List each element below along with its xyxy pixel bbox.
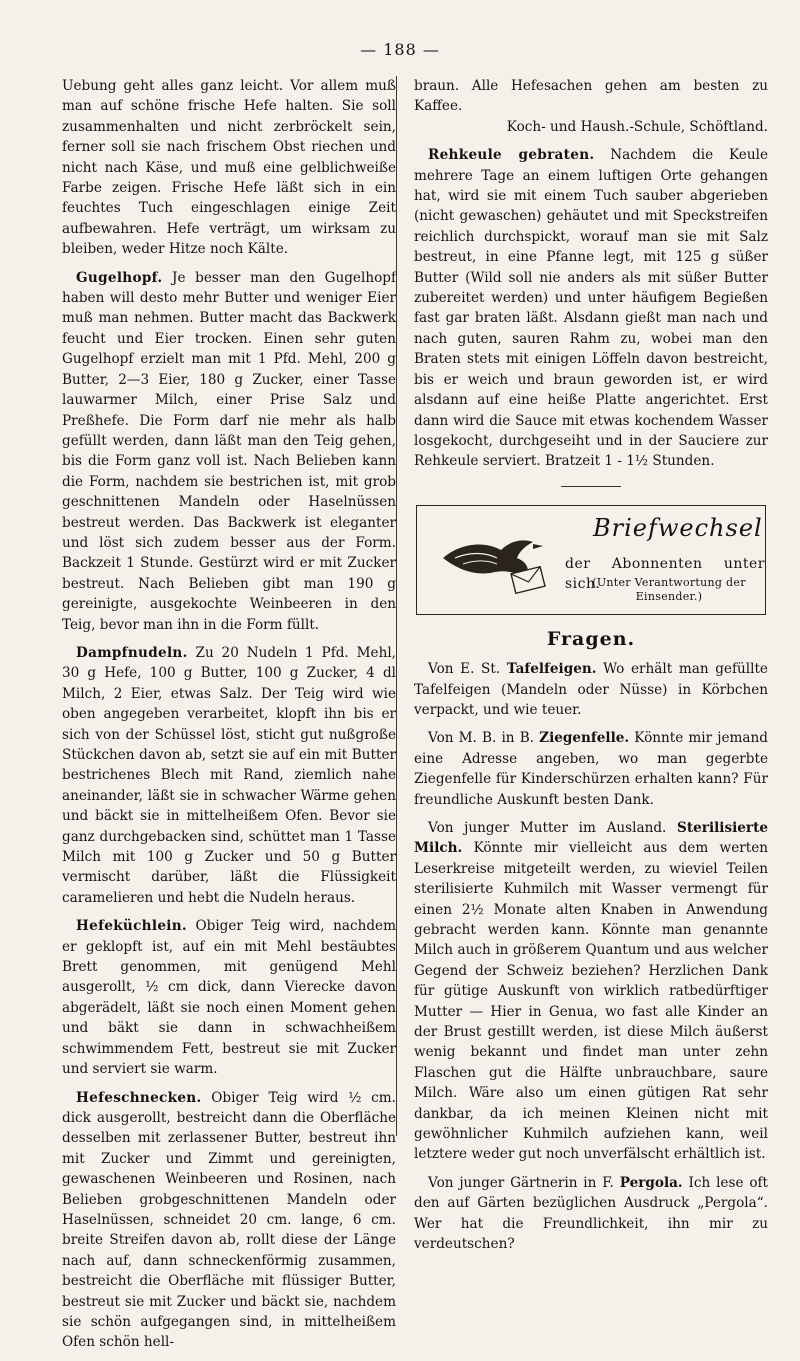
signature: Koch- und Haush.-Schule, Schöftland. — [506, 118, 768, 135]
question-from: Von E. St. — [428, 661, 501, 678]
question-topic: Sterilisierte Milch. — [414, 819, 769, 857]
hefekuechlein-recipe — [62, 916, 396, 1079]
question-item — [414, 659, 768, 720]
hefeschnecken-recipe — [62, 1088, 396, 1353]
banner-subtitle: der Abonnenten unter sich. — [565, 555, 765, 593]
question-text: Ich lese oft den auf Gärten bezüglichen Ausdruck „Pergola“. Wer hat die Freundlichkeit, ihn mir zu verdeutschen? — [414, 1174, 769, 1253]
recipe-title-dampfnudeln: Dampfnudeln. — [76, 644, 188, 661]
rehkeule-recipe — [414, 145, 768, 472]
questions-heading: Fragen. — [546, 627, 636, 650]
recipe-title-hefekuechlein: Hefeküchlein. — [76, 918, 187, 935]
question-topic: Pergola. — [619, 1174, 683, 1191]
question-text: Könnte mir jemand eine Adresse angeben, wo man gegerbte Ziegenfelle für Kinderschürzen erhalten kann? Für freundliche Auskunft besten Dank. — [414, 730, 768, 808]
recipe-title-rehkeule: Rehkeule gebraten. — [428, 147, 595, 164]
recipe-text-hefeschnecken: Obiger Teig wird ½ cm. dick ausgerollt, bestreicht dann die Oberfläche desselben mit zerlassener Butter, bestreut ihn mit Zucker und Zimmt und gereinigten, gewaschenen Weinbeeren und Rosinen, nach Belieben grobgeschnittenen Mandeln oder Haselnüssen, schneidet 20 cm. lange, 6 cm. breite Streifen davon ab, rollt diese der Länge nach auf, dann schneckenförmig zusammen, bestreicht die Oberfläche mit flüssiger Butter, bestreut sie mit Zucker und bäckt sie, nachdem sie schön aufgegangen sind, in mittelheißem Ofen schön hell- — [62, 1089, 397, 1351]
question-topic: Ziegenfelle. — [539, 730, 630, 747]
intro-paragraph: Uebung geht alles ganz leicht. Vor allem muß man auf schöne frische Hefe halten. Sie soll zusammenhalten und nicht zerbröckelt sein, ferner soll sie nach frischem Obst riechen und nicht nach Käse, und muß eine gelblichweiße Farbe zeigen. Frische Hefe läßt sich in ein feuchtes Tuch eingeschlagen einige Zeit aufbewahren. Hefe verträgt, um wirksam zu bleiben, weder Hitze noch Kälte. — [62, 78, 396, 258]
column-divider — [396, 76, 397, 1136]
recipe-title-gugelhopf: Gugelhopf. — [76, 269, 163, 286]
briefwechsel-banner — [416, 505, 766, 615]
banner-title: Briefwechsel — [593, 513, 763, 542]
dampfnudeln-recipe — [62, 643, 396, 908]
question-from: Von junger Gärtnerin in F. — [428, 1174, 614, 1191]
bird-with-letter-icon — [435, 522, 555, 600]
recipe-title-hefeschnecken: Hefeschnecken. — [76, 1089, 202, 1106]
recipe-text-hefekuechlein: Obiger Teig wird, nachdem er geklopft ist, auf ein mit Mehl bestäubtes Brett genommen, mit genügend Mehl ausgerollt, ½ cm dick, dann Vierecke davon abgerädelt, läßt sie noch einen Moment gehen und bäkt sie dann in schwachheißem schwimmendem Fett, bestreut sie mit Zucker und serviert sie warm. — [62, 918, 396, 1078]
question-text: Wo erhält man gefüllte Tafelfeigen (Mandeln oder Nüsse) in Körbchen verpackt, und wie teuer. — [414, 661, 768, 718]
question-from: Von M. B. in B. — [428, 730, 535, 747]
question-from: Von junger Mutter im Ausland. — [428, 819, 667, 836]
recipe-text-dampfnudeln: Zu 20 Nudeln 1 Pfd. Mehl, 30 g Hefe, 100 g Butter, 100 g Zucker, 4 dl Milch, 2 Eier, etwas Salz. Der Teig wird wie oben angegeben verarbeitet, klopft ihn bis er sich von der Schüssel löst, sticht gut nußgroße Stückchen davon ab, setzt sie auf ein mit Butter bestrichenes Blech mit Rand, ziemlich nahe aneinander, läßt sie in schwacher Wärme gehen und bäckt sie in mittelheißem Ofen. Bevor sie ganz durchgebacken sind, schüttet man 1 Tasse Milch mit 100 g Zucker und 50 g Butter vermischt darüber, läßt die Flüssigkeit caramelieren und hebt die Nudeln heraus. — [62, 644, 396, 906]
recipe-text-rehkeule: Nachdem die Keule mehrere Tage an einem luftigen Orte gehangen hat, wird sie mit einem Tuch sauber abgerieben (nicht gewaschen) gehäutet und mit Speckstreifen reichlich durchspickt, worauf man sie mit Salz bestreut, in eine Pfanne legt, mit 125 g süßer Butter (Wild soll nie anders als mit süßer Butter zubereitet werden) und unter häufigem Begießen fast gar braten läßt. Alsdann gießt man nach und nach guten, sauren Rahm zu, wobei man den Braten stets mit einigen Löffeln davon bestreicht, bis er weich und braun geworden ist, er wird alsdann auf eine heiße Platte angerichtet. Erst dann wird die Sauce mit etwas kochendem Wasser losgekocht, durchgeseiht und in der Sauciere zur Rehkeule serviert. Bratzeit 1 - 1½ Stunden. — [414, 147, 768, 470]
continuation-text: braun. Alle Hefesachen gehen am besten zu Kaffee. — [414, 78, 768, 115]
left-column — [62, 76, 396, 1361]
question-item — [414, 728, 768, 810]
question-text: Könnte mir vielleicht aus dem werten Leserkreise mitgeteilt werden, zu wieviel Teilen sterilisierte Kuhmilch mit Wasser vermengt für einen 2½ Monate alten Knaben in Anwendung gebracht werden kann. Könnte man genannte Milch auch in größerem Quantum und aus welcher Gegend der Schweiz beziehen? Herzlichen Dank für gütige Auskunft von wirklich ratbedürftiger Mutter — Hier in Genua, wo fast alle Kinder an der Brust gestillt werden, ist diese Milch äußerst wenig bekannt und findet man unter zehn Flaschen gut die Hälfte unbrauchbare, saure Milch. Wäre also um einen gütigen Rat sehr dankbar, da ich meinen Kleinen nicht mit gewöhnlicher Kuhmilch aufziehen kann, weil letztere weder gut noch unverfälscht erhältlich ist. — [414, 840, 768, 1163]
gugelhopf-recipe — [62, 268, 396, 635]
page-number: — 188 — — [360, 40, 440, 59]
question-topic: Tafelfeigen. — [506, 661, 597, 678]
right-column — [414, 76, 768, 1263]
question-item — [414, 1173, 768, 1255]
banner-note: (Unter Verantwortung der Einsender.) — [592, 575, 746, 603]
recipe-text-gugelhopf: Je besser man den Gugelhopf haben will desto mehr Butter und weniger Eier muß man nehmen. Butter macht das Backwerk feucht und Eier trocken. Einen sehr guten Gugelhopf erzielt man mit 1 Pfd. Mehl, 200 g Butter, 2—3 Eier, 180 g Zucker, einer Tasse lauwarmer Milch, einer Prise Salz und Preßhefe. Die Form darf nie mehr als halb gefüllt werden, dann läßt man den Teig gehen, bis die Form ganz voll ist. Nach Belieben kann die Form, nachdem sie bestrichen ist, mit grob geschnittenen Mandeln oder Haselnüssen bestreut werden. Das Backwerk ist eleganter und löst sich zudem besser aus der Form. Backzeit 1 Stunde. Gestürzt wird er mit Zucker bestreut. Nach Belieben gibt man 190 g gereinigte, ausgekochte Weinbeeren in den Teig, bevor man ihn in die Form füllt. — [62, 269, 396, 633]
question-item — [414, 818, 768, 1165]
section-separator — [561, 486, 621, 487]
